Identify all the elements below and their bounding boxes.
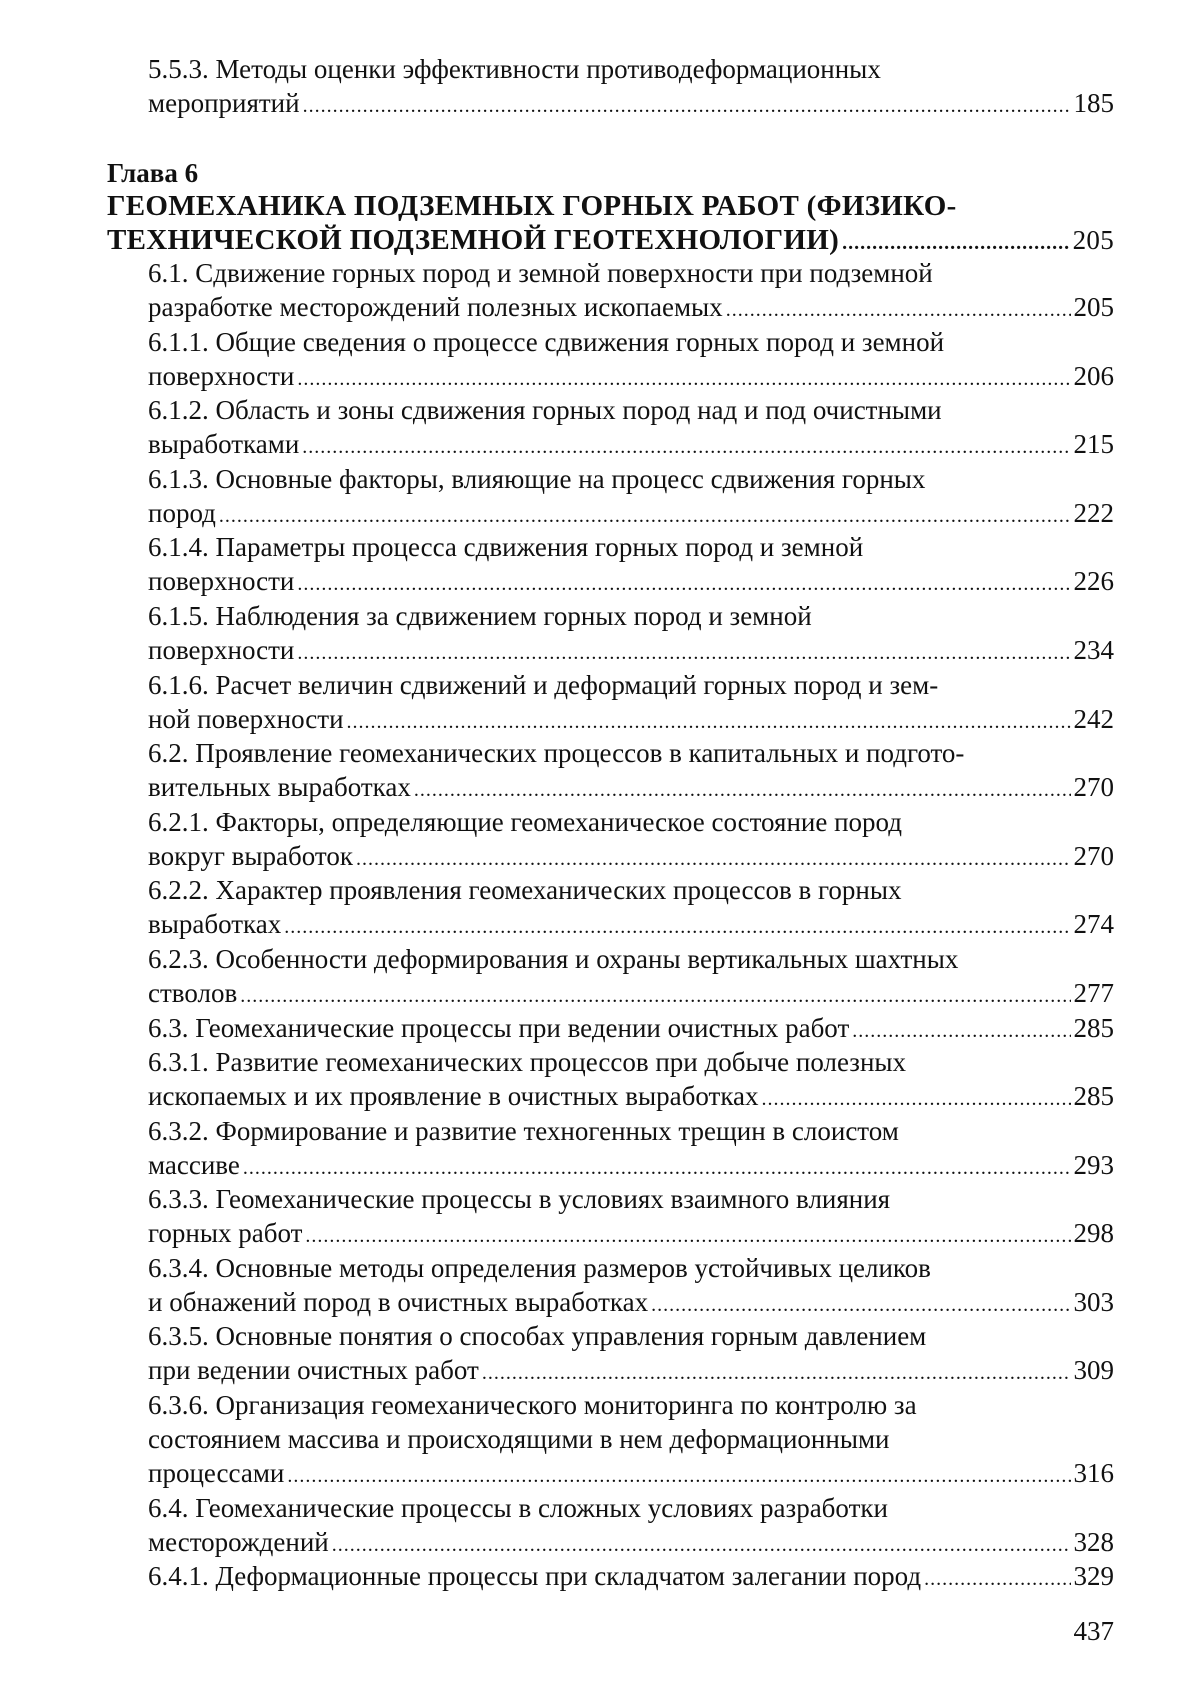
toc-page-number: 205 [1072, 225, 1114, 255]
toc-entry-5-5-3 [148, 52, 1114, 120]
toc-page-number: 298 [1073, 1218, 1114, 1249]
dot-leader [287, 1459, 1070, 1490]
dot-leader [240, 979, 1070, 1010]
chapter-title-text: ГЕОМЕХАНИКА ПОДЗЕМНЫХ ГОРНЫХ РАБОТ (ФИЗИКО- [107, 190, 957, 222]
toc-entry-text: поверхности [148, 566, 295, 597]
toc-entry-text: мероприятий [148, 88, 300, 118]
toc-page-number: 293 [1073, 1149, 1114, 1180]
dot-leader [297, 362, 1070, 393]
dot-leader [302, 430, 1070, 461]
toc-entry [148, 256, 1114, 324]
toc-entry-text: 6.3.3. Геомеханические процессы в условиях взаимного влияния [148, 1184, 891, 1215]
toc-entry-text: выработками [148, 429, 300, 460]
toc-entry-text: 6.1.5. Наблюдения за сдвижением горных пород и земной [148, 601, 812, 631]
toc-page-number: 309 [1073, 1355, 1114, 1386]
toc-entry [148, 1491, 1114, 1559]
toc-page-number: 234 [1073, 635, 1114, 665]
toc-entry [148, 599, 1114, 667]
toc-entry [148, 873, 1114, 941]
dot-leader [332, 1528, 1071, 1559]
dot-leader [852, 1014, 1070, 1045]
toc-entry [148, 1011, 1114, 1045]
dot-leader [303, 89, 1071, 120]
toc-entry [148, 1251, 1114, 1319]
toc-entry [148, 1114, 1114, 1182]
toc-page-number: 270 [1073, 840, 1114, 871]
toc-entry-text: 6.3.6. Организация геомеханического мониторинга по контролю за [148, 1389, 917, 1420]
toc-entry-text: 6.1.1. Общие сведения о процессе сдвижения горных пород и земной [148, 326, 945, 357]
toc-entry-text: вокруг выработок [148, 840, 353, 871]
toc-entry [148, 530, 1114, 598]
toc-page-number: 222 [1073, 497, 1114, 528]
toc-page-number: 285 [1073, 1080, 1114, 1111]
dot-leader [219, 499, 1071, 530]
toc-entry [148, 1182, 1114, 1250]
toc-entry [148, 736, 1114, 804]
toc-entry [148, 1319, 1114, 1387]
toc-entry [148, 942, 1114, 1010]
toc-page-number: 274 [1073, 909, 1114, 940]
toc-entry-text: 6.1. Сдвижение горных пород и земной поверхности при подземной [148, 258, 933, 288]
toc-page-number: 215 [1073, 429, 1114, 460]
toc-entry-text: 6.3.5. Основные понятия о способах управления горным давлением [148, 1321, 927, 1352]
toc-entry-text: стволов [148, 978, 238, 1008]
toc-entry-text: состоянием массива и происходящими в нем деформационными [148, 1423, 890, 1454]
toc-entry-text: и обнажений пород в очистных выработках [148, 1286, 649, 1317]
toc-entry-text: 6.4. Геомеханические процессы в сложных условиях разработки [148, 1492, 888, 1523]
toc-entry-text: 6.1.2. Область и зоны сдвижения горных пород над и под очистными [148, 395, 942, 426]
dot-leader [414, 773, 1071, 804]
toc-page-number: 303 [1073, 1286, 1114, 1317]
toc-entry-text: процессами [148, 1457, 285, 1488]
dot-leader [924, 1562, 1070, 1593]
toc-entry [148, 462, 1114, 530]
toc-entry-text: 6.3. Геомеханические процессы при ведении очистных работ [148, 1012, 850, 1043]
toc-entry-text: поверхности [148, 360, 295, 391]
toc-page-number: 316 [1073, 1457, 1114, 1488]
dot-leader [842, 226, 1069, 257]
toc-page-number: 185 [1073, 88, 1114, 118]
toc-entry [148, 325, 1114, 393]
toc-page-number: 277 [1073, 978, 1114, 1008]
toc-entry-text: горных работ [148, 1218, 303, 1249]
toc-entry-text: ископаемых и их проявление в очистных выработках [148, 1080, 759, 1111]
toc-page-number: 285 [1073, 1012, 1114, 1043]
toc-entry-text: пород [148, 497, 216, 528]
toc-entry-text: 6.2.2. Характер проявления геомеханических процессов в горных [148, 875, 902, 906]
toc-entry-text: месторождений [148, 1526, 329, 1557]
toc-page-number: 205 [1073, 292, 1114, 322]
toc-page-number: 329 [1073, 1561, 1114, 1592]
toc-page-number: 270 [1073, 772, 1114, 803]
toc-entry [148, 1388, 1114, 1490]
dot-leader [284, 910, 1070, 941]
chapter-label: Глава 6 [107, 158, 199, 188]
toc-entry-text: выработках [148, 909, 282, 940]
toc-entry [148, 393, 1114, 461]
toc-entry-text: при ведении очистных работ [148, 1355, 479, 1386]
toc-entry-text: 6.1.6. Расчет величин сдвижений и деформаций горных пород и зем- [148, 669, 939, 700]
dot-leader [726, 293, 1071, 324]
toc-entry-text: 6.2.1. Факторы, определяющие геомеханическое состояние пород [148, 806, 902, 837]
chapter-title [107, 189, 1114, 257]
toc-entry-text: 6.2.3. Особенности деформирования и охраны вертикальных шахтных [148, 944, 959, 974]
dot-leader [356, 842, 1071, 873]
chapter-title-text: ТЕХНИЧЕСКОЙ ПОДЗЕМНОЙ ГЕОТЕХНОЛОГИИ) [107, 224, 840, 256]
toc-page-number: 328 [1073, 1526, 1114, 1557]
dot-leader [243, 1151, 1071, 1182]
toc-entry-text: 6.4.1. Деформационные процессы при складчатом залегании пород [148, 1561, 922, 1592]
toc-page-number: 206 [1073, 360, 1114, 391]
toc-entry-text: 6.3.2. Формирование и развитие техногенных трещин в слоистом [148, 1115, 899, 1146]
toc-entry-text: ной поверхности [148, 703, 344, 734]
toc-entry-text: массиве [148, 1149, 240, 1180]
page-number: 437 [1073, 1616, 1114, 1646]
toc-entry-text: вительных выработках [148, 772, 411, 803]
toc-entry [148, 1559, 1114, 1593]
toc-entry-text: 5.5.3. Методы оценки эффективности противодеформационных [148, 54, 881, 84]
dot-leader [651, 1288, 1070, 1319]
toc-entry-text: разработке месторождений полезных ископаемых [148, 292, 723, 322]
toc-entry-text: поверхности [148, 635, 295, 665]
toc-entry [148, 668, 1114, 736]
dot-leader [347, 705, 1071, 736]
toc-entry-text: 6.1.4. Параметры процесса сдвижения горных пород и земной [148, 532, 864, 563]
toc-entry-text: 6.1.3. Основные факторы, влияющие на процесс сдвижения горных [148, 463, 926, 494]
toc-page-number: 226 [1073, 566, 1114, 597]
toc-page-number: 242 [1073, 703, 1114, 734]
dot-leader [305, 1219, 1070, 1250]
dot-leader [297, 636, 1070, 667]
dot-leader [297, 567, 1070, 598]
dot-leader [482, 1356, 1071, 1387]
toc-entry-text: 6.3.4. Основные методы определения размеров устойчивых целиков [148, 1252, 931, 1283]
dot-leader [762, 1082, 1071, 1113]
toc-entry-text: 6.3.1. Развитие геомеханических процессов при добыче полезных [148, 1046, 907, 1077]
toc-entry [148, 805, 1114, 873]
toc-entry-text: 6.2. Проявление геомеханических процессов в капитальных и подгото- [148, 738, 965, 769]
toc-entry [148, 1045, 1114, 1113]
